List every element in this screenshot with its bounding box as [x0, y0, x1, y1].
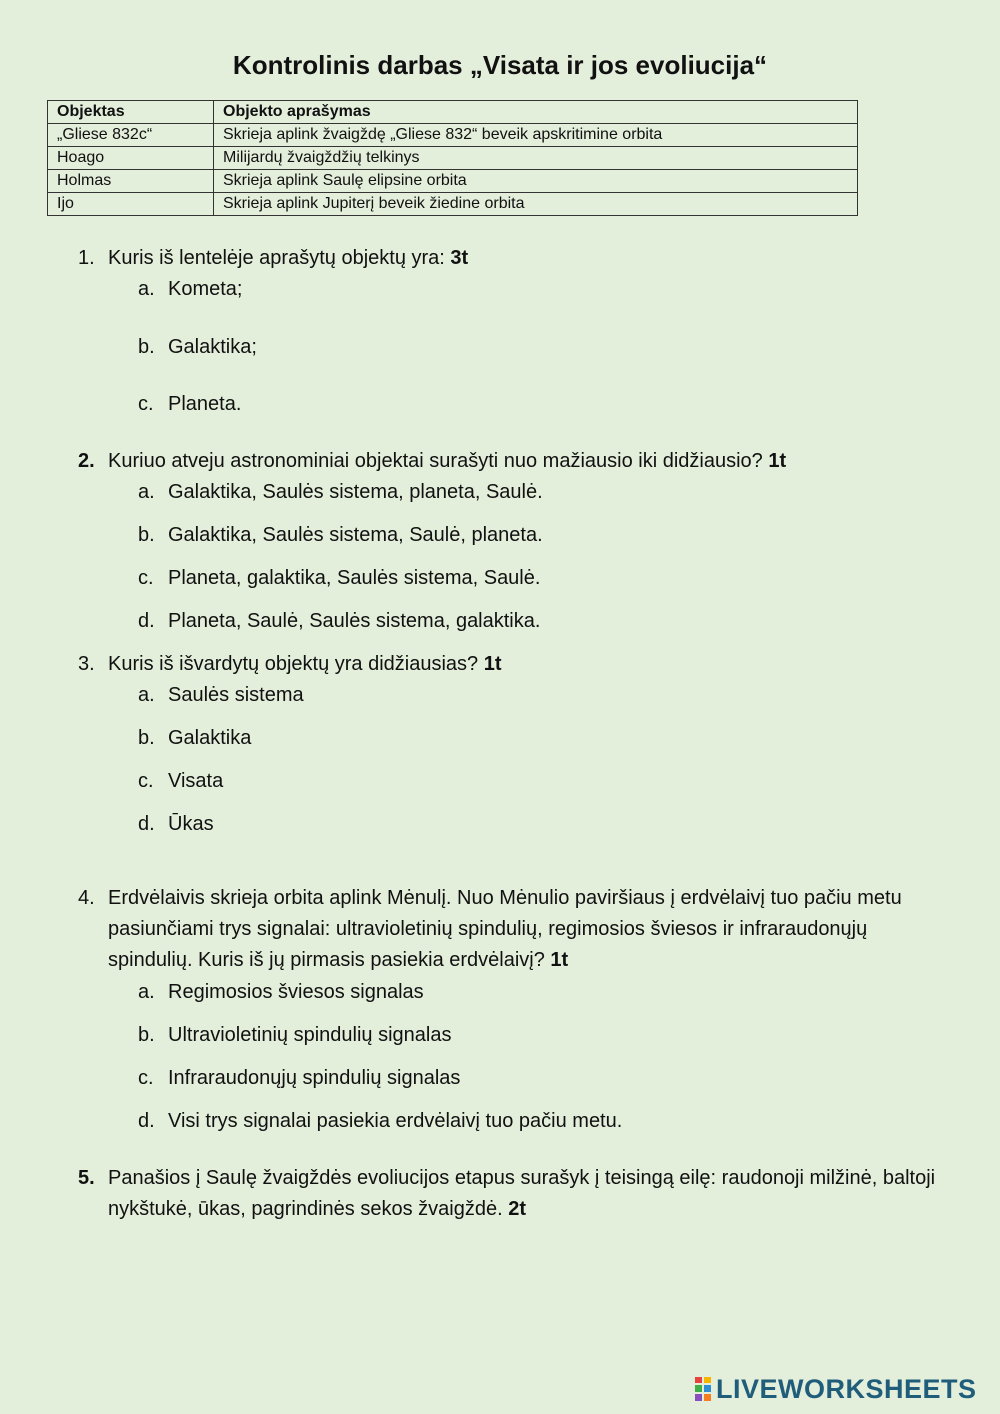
option-text: Visata [168, 770, 224, 792]
answer-option[interactable] [138, 681, 304, 709]
option-letter: c. [138, 393, 154, 415]
option-text: Galaktika [168, 727, 252, 749]
question-3 [78, 649, 938, 680]
question-4 [78, 883, 938, 976]
table-cell-object: „Gliese 832c“ [48, 124, 214, 147]
answer-option[interactable] [138, 767, 223, 795]
question-points: 1t [550, 949, 569, 971]
answer-option[interactable] [138, 1064, 460, 1092]
table-cell-description: Skrieja aplink Jupiterį beveik žiedine orbita [214, 193, 858, 216]
logo-square [704, 1385, 711, 1392]
table-row [48, 147, 858, 170]
option-letter: a. [138, 981, 155, 1003]
question-text: Erdvėlaivis skrieja orbita aplink Mėnulį. Nuo Mėnulio paviršiaus į erdvėlaivį tuo pačiu metu pasiunčiami trys signalai: ultravioletinių spindulių, regimosios šviesos ir infraraudonųjų spindulių. Kuris iš jų pirmasis pasiekia erdvėlaivį? [108, 887, 902, 971]
option-text: Ultravioletinių spindulių signalas [168, 1024, 452, 1046]
answer-option[interactable] [138, 521, 543, 549]
logo-square [704, 1394, 711, 1401]
table-header-row [48, 101, 858, 124]
question-number: 3. [78, 653, 95, 675]
table-row [48, 124, 858, 147]
option-text: Visi trys signalai pasiekia erdvėlaivį tuo pačiu metu. [168, 1110, 623, 1132]
table-cell-description: Skrieja aplink žvaigždę „Gliese 832“ beveik apskritimine orbita [214, 124, 858, 147]
question-points: 1t [483, 653, 502, 675]
option-letter: b. [138, 524, 155, 546]
option-text: Galaktika, Saulės sistema, planeta, Saulė. [168, 481, 543, 503]
question-text: Kuris iš lentelėje aprašytų objektų yra: [108, 247, 445, 269]
option-letter: b. [138, 727, 155, 749]
question-text: Kuriuo atveju astronominiai objektai surašyti nuo mažiausio iki didžiausio? [108, 450, 763, 472]
table-header-object: Objektas [48, 101, 214, 124]
liveworksheets-logo[interactable] [694, 1374, 977, 1404]
answer-option[interactable] [138, 607, 540, 635]
table-cell-object: Holmas [48, 170, 214, 193]
option-letter: b. [138, 336, 155, 358]
option-text: Galaktika; [168, 336, 257, 358]
option-text: Planeta. [168, 393, 242, 415]
table-cell-object: Ijo [48, 193, 214, 216]
logo-square [695, 1385, 702, 1392]
answer-option[interactable] [138, 810, 214, 838]
option-text: Kometa; [168, 278, 243, 300]
liveworksheets-icon [694, 1376, 712, 1402]
option-text: Regimosios šviesos signalas [168, 981, 424, 1003]
option-text: Planeta, Saulė, Saulės sistema, galaktika. [168, 610, 541, 632]
option-text: Ūkas [168, 813, 214, 835]
question-number: 4. [78, 887, 95, 909]
question-text: Kuris iš išvardytų objektų yra didžiausias? [108, 653, 479, 675]
logo-square [695, 1377, 702, 1383]
objects-table [47, 100, 858, 216]
table-header-description: Objekto aprašymas [214, 101, 858, 124]
answer-option[interactable] [138, 478, 543, 506]
table-cell-description: Milijardų žvaigždžių telkinys [214, 147, 858, 170]
table-cell-object: Hoago [48, 147, 214, 170]
question-number: 1. [78, 247, 95, 269]
option-letter: c. [138, 1067, 154, 1089]
logo-text: LIVEWORKSHEETS [716, 1373, 977, 1404]
option-text: Planeta, galaktika, Saulės sistema, Saulė. [168, 567, 541, 589]
table-row [48, 193, 858, 216]
table-cell-description: Skrieja aplink Saulę elipsine orbita [214, 170, 858, 193]
answer-option[interactable] [138, 390, 241, 418]
option-letter: a. [138, 278, 155, 300]
question-number: 5. [78, 1167, 95, 1189]
logo-square [695, 1394, 702, 1401]
question-2 [78, 446, 938, 477]
answer-option[interactable] [138, 1107, 622, 1135]
option-letter: a. [138, 481, 155, 503]
question-1 [78, 243, 938, 274]
answer-option[interactable] [138, 275, 242, 303]
option-letter: d. [138, 1110, 155, 1132]
option-letter: b. [138, 1024, 155, 1046]
page-title: Kontrolinis darbas „Visata ir jos evoliucija“ [232, 50, 768, 80]
option-text: Galaktika, Saulės sistema, Saulė, planeta. [168, 524, 543, 546]
answer-option[interactable] [138, 978, 424, 1006]
question-text: Panašios į Saulę žvaigždės evoliucijos etapus surašyk į teisingą eilę: raudonoji milžinė, baltoji nykštukė, ūkas, pagrindinės sekos žvaigždė. [108, 1167, 936, 1220]
option-letter: d. [138, 610, 155, 632]
question-points: 1t [768, 450, 787, 472]
option-text: Saulės sistema [168, 684, 304, 706]
answer-option[interactable] [138, 724, 251, 752]
answer-option[interactable] [138, 333, 257, 361]
logo-square [704, 1377, 711, 1383]
answer-option[interactable] [138, 564, 540, 592]
question-5 [78, 1163, 938, 1225]
option-letter: c. [138, 770, 154, 792]
question-number: 2. [78, 450, 95, 472]
option-letter: a. [138, 684, 155, 706]
table-row [48, 170, 858, 193]
option-letter: d. [138, 813, 155, 835]
option-text: Infraraudonųjų spindulių signalas [168, 1067, 461, 1089]
option-letter: c. [138, 567, 154, 589]
question-points: 3t [450, 247, 469, 269]
question-points: 2t [508, 1198, 527, 1220]
answer-option[interactable] [138, 1021, 452, 1049]
